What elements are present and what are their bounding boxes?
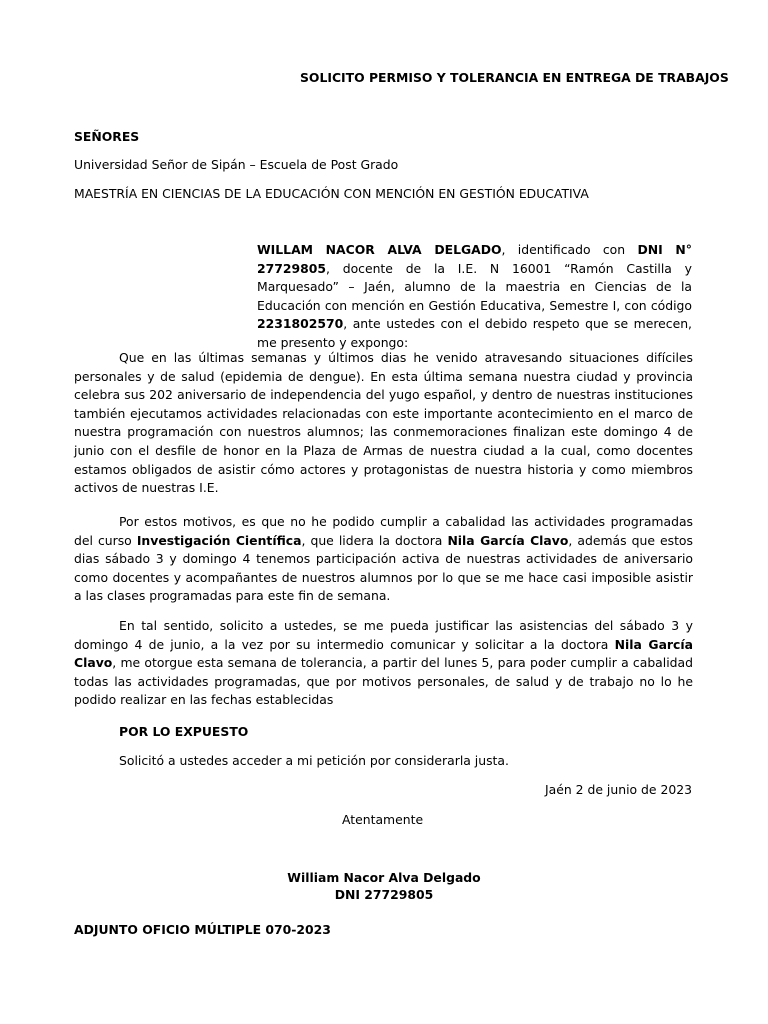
intro-text: , docente de la I.E. N 16001 “Ramón Castilla y Marquesado” – Jaén, alumno de la maestria en Ciencias de la Educación con mención en Gestión Educativa, Semestre I, con código xyxy=(257,260,692,313)
attachment-note: ADJUNTO OFICIO MÚLTIPLE 070-2023 xyxy=(74,922,331,937)
body-paragraph-1: Que en las últimas semanas y últimos dias he venido atravesando situaciones difíciles personales y de salud (epidemia de dengue). En esta última semana nuestra ciudad y provincia celebra sus 202 aniversario de independencia del yugo español, y dentro de nuestras instituciones también ejecutamos actividades relacionadas con este importante acontecimiento en el marco de nuestra programación con nuestros alumnos; las conmemoraciones finalizan este domingo 4 de junio con el desfile de honor en la Plaza de Armas de nuestra ciudad a la cual, como docentes estamos obligados de asistir cómo actores y protagonistas de nuestra historia y como miembros activos de nuestras I.E. xyxy=(74,350,693,496)
farewell: Atentamente xyxy=(342,812,424,827)
intro-text: , ante ustedes con el debido respeto que se merecen, me presento y expongo: xyxy=(257,316,692,350)
subject-heading: SOLICITO PERMISO Y TOLERANCIA EN ENTREGA DE TRABAJOS xyxy=(300,70,729,85)
applicant-name: WILLAM NACOR ALVA DELGADO xyxy=(257,242,502,257)
closing-request: Solicitó a ustedes acceder a mi petición por considerarla justa. xyxy=(119,753,509,768)
letter-date: Jaén 2 de junio de 2023 xyxy=(545,782,692,797)
teacher-name: Nila García Clavo xyxy=(74,636,693,671)
course-name: Investigación Científica xyxy=(136,532,302,548)
applicant-dni: DNI N° 27729805 xyxy=(257,242,692,276)
recipient-program: MAESTRÍA EN CIENCIAS DE LA EDUCACIÓN CON MENCIÓN EN GESTIÓN EDUCATIVA xyxy=(74,186,589,201)
signer-name: William Nacor Alva Delgado xyxy=(287,870,481,885)
teacher-name: Nila García Clavo xyxy=(447,532,569,548)
paragraph-text: , me otorgue esta semana de tolerancia, a partir del lunes 5, para poder cumplir a cabalidad todas las actividades programadas, que por motivos personales, de salud y de trabajo no lo he podido realizar en las fechas establecidas xyxy=(74,655,693,708)
intro-paragraph xyxy=(257,241,692,353)
closing-heading: POR LO EXPUESTO xyxy=(119,724,249,739)
recipient-university: Universidad Señor de Sipán – Escuela de Post Grado xyxy=(74,157,399,172)
recipient-greeting: SEÑORES xyxy=(74,129,140,144)
signer-dni: DNI 27729805 xyxy=(334,887,434,902)
body-paragraph-3 xyxy=(74,617,693,710)
intro-text: , identificado con xyxy=(501,242,638,257)
paragraph-text: , que lidera la doctora xyxy=(301,532,448,548)
paragraph-text: , además que estos dias sábado 3 y domingo 4 tenemos participación activa de nuestras actividades de aniversario como docentes y acompañantes de nuestros alumnos por lo que se me hace casi imposible asistir a las clases programadas para este fin de semana. xyxy=(74,532,693,604)
paragraph-text: En tal sentido, solicito a ustedes, se me pueda justificar las asistencias del sábado 3 y domingo 4 de junio, a la vez por su intermedio comunicar y solicitar a la doctora xyxy=(74,618,693,652)
paragraph-text: Por estos motivos, es que no he podido cumplir a cabalidad las actividades programadas del curso xyxy=(74,514,693,548)
body-paragraph-2 xyxy=(74,513,693,606)
student-code: 2231802570 xyxy=(257,316,344,332)
